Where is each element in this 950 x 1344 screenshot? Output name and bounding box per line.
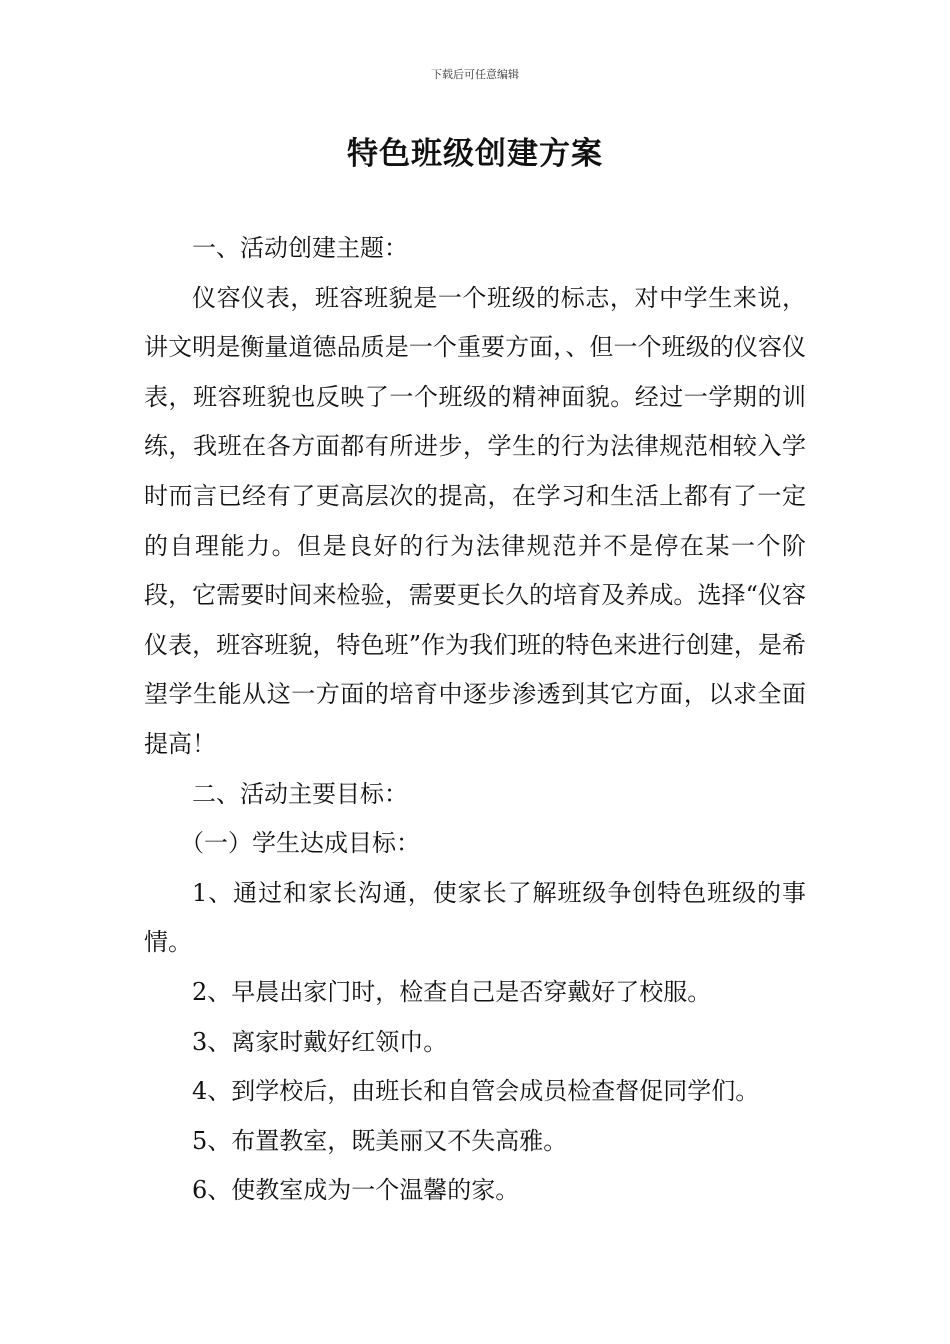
list-item-1: 1、通过和家长沟通，使家长了解班级争创特色班级的事情。	[144, 878, 806, 957]
subsection-heading-student-goals: （一）学生达成目标：	[180, 829, 420, 858]
paragraph-theme-description: 仪容仪表，班容班貌是一个班级的标志，对中学生来说，讲文明是衡量道德品质是一个重要方面，、但一个班级的仪容仪表，班容班貌也反映了一个班级的精神面貌。经过一学期的训练，我班在各方面都有所进步，学生的行为法律规范相较入学时而言已经有了更高层次的提高，在学习和生活上都有了一定的自理能力。但是良好的行为法律规范并不是停在某一个阶段，它需要时间来检验，需要更长久的培育及养成。选择“仪容仪表，班容班貌，特色班”作为我们班的特色来进行创建，是希望学生能从这一方面的培育中逐步渗透到其它方面，以求全面提高！	[144, 283, 806, 758]
list-item-3: 3、离家时戴好红领巾。	[192, 1027, 448, 1056]
list-item-6: 6、使教室成为一个温馨的家。	[192, 1176, 520, 1205]
list-item-2: 2、早晨出家门时，检查自己是否穿戴好了校服。	[192, 977, 712, 1006]
header-note: 下载后可任意编辑	[431, 68, 519, 81]
section-heading-theme: 一、活动创建主题：	[192, 234, 408, 262]
list-item-4: 4、到学校后，由班长和自管会成员检查督促同学们。	[192, 1077, 760, 1106]
document-body	[144, 224, 806, 1216]
document-title: 特色班级创建方案	[347, 136, 603, 172]
list-item-5: 5、布置教室，既美丽又不失高雅。	[192, 1126, 568, 1155]
section-heading-goals: 二、活动主要目标：	[192, 779, 408, 808]
